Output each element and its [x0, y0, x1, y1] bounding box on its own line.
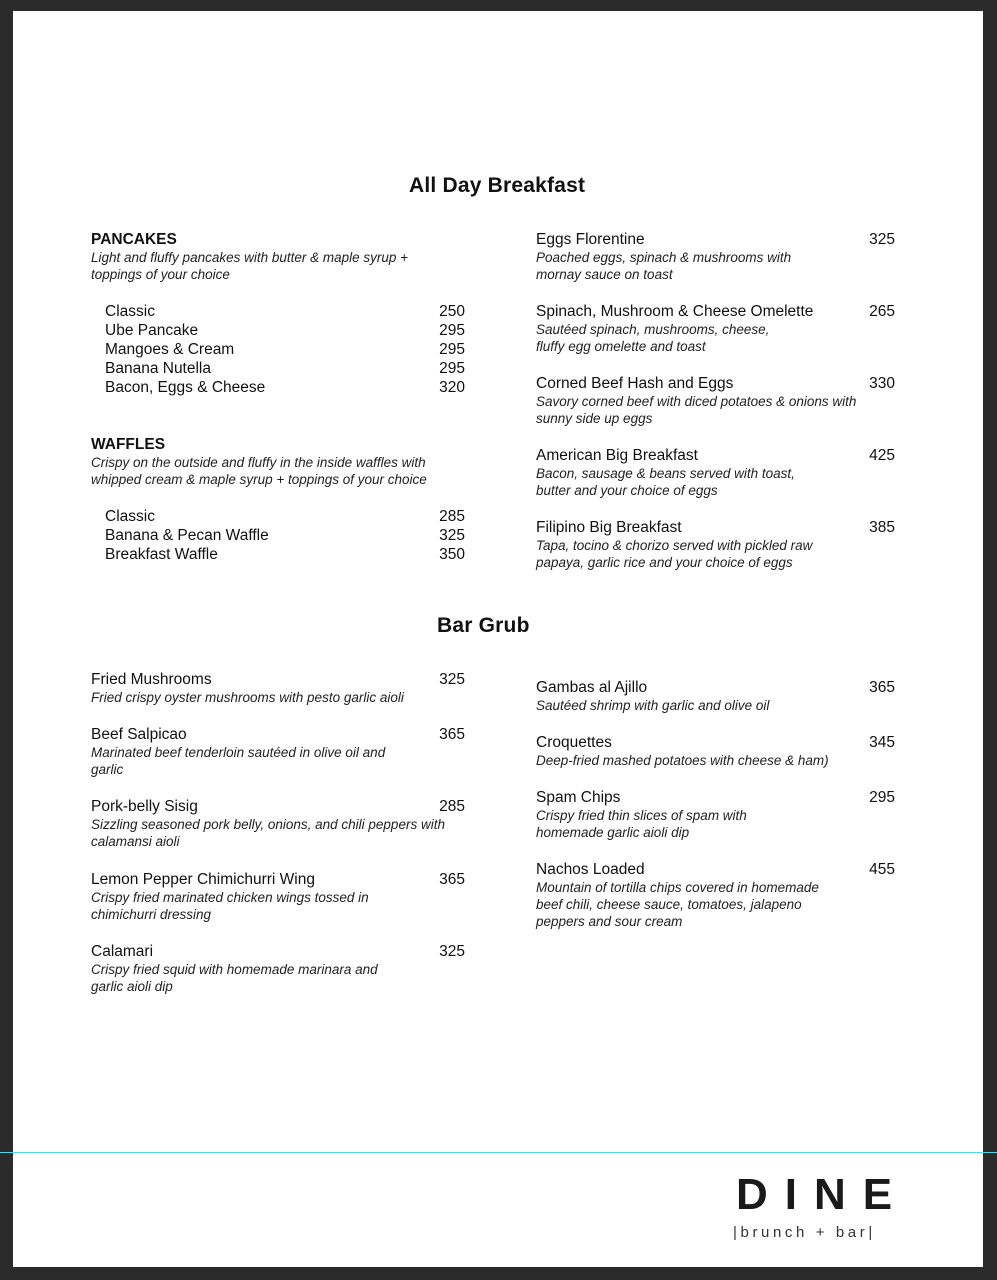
pancake-item-price: 295 — [439, 322, 465, 339]
menu-item-price: 425 — [869, 447, 895, 464]
menu-item-description: Crispy fried squid with homemade marinara and garlic aioli dip — [91, 962, 378, 994]
waffles-description: Crispy on the outside and fluffy in the inside waffles with whipped cream & maple syrup + toppings of your choice — [91, 455, 427, 487]
pancake-item-price: 320 — [439, 379, 465, 396]
pancakes-heading: PANCAKES — [91, 231, 177, 248]
menu-item-name: Beef Salpicao — [91, 726, 187, 743]
menu-item-name: Calamari — [91, 943, 154, 960]
menu-item-name: Croquettes — [536, 734, 612, 751]
menu-item-name: Pork-belly Sisig — [91, 798, 198, 815]
menu-item-description: Crispy fried thin slices of spam with homemade garlic aioli dip — [536, 808, 747, 840]
pancakes-description: Light and fluffy pancakes with butter & maple syrup + toppings of your choice — [91, 250, 409, 282]
guide-line — [0, 1152, 997, 1153]
menu-item-price: 365 — [869, 679, 895, 696]
menu-item-price: 325 — [439, 943, 465, 960]
pancake-item-price: 295 — [439, 360, 465, 377]
menu-item-price: 365 — [439, 726, 465, 743]
menu-item-description: Sautéed shrimp with garlic and olive oil — [536, 698, 770, 713]
menu-item-price: 325 — [869, 231, 895, 248]
menu-item-name: Filipino Big Breakfast — [536, 519, 682, 536]
menu-item-price: 325 — [439, 671, 465, 688]
menu-item-description: Mountain of tortilla chips covered in homemade beef chili, cheese sauce, tomatoes, jalapeno peppers and sour cream — [536, 880, 819, 929]
menu-item-description: Deep-fried mashed potatoes with cheese & ham) — [536, 753, 829, 768]
menu-item-description: Crispy fried marinated chicken wings tossed in chimichurri dressing — [91, 890, 369, 922]
menu-item-name: Nachos Loaded — [536, 861, 645, 878]
menu-item-description: Fried crispy oyster mushrooms with pesto garlic aioli — [91, 690, 404, 705]
pancake-item-name: Mangoes & Cream — [105, 341, 235, 358]
waffle-item-name: Breakfast Waffle — [105, 546, 218, 563]
menu-page — [13, 11, 983, 1267]
pancake-item-price: 250 — [439, 303, 465, 320]
menu-item-description: Tapa, tocino & chorizo served with pickled raw papaya, garlic rice and your choice of eggs — [536, 538, 813, 570]
menu-item-description: Savory corned beef with diced potatoes & onions with sunny side up eggs — [536, 394, 857, 426]
menu-item-price: 285 — [439, 798, 465, 815]
menu-item-name: Fried Mushrooms — [91, 671, 212, 688]
menu-item-price: 330 — [869, 375, 895, 392]
menu-item-name: Gambas al Ajillo — [536, 679, 648, 696]
pancake-item-name: Banana Nutella — [105, 360, 211, 377]
menu-item-name: Eggs Florentine — [536, 231, 645, 248]
waffle-item-name: Banana & Pecan Waffle — [105, 527, 269, 544]
menu-item-name: Corned Beef Hash and Eggs — [536, 375, 734, 392]
menu-item-name: Spam Chips — [536, 789, 621, 806]
menu-item-price: 295 — [869, 789, 895, 806]
breakfast-title: All Day Breakfast — [409, 174, 586, 197]
menu-item-name: Spinach, Mushroom & Cheese Omelette — [536, 303, 814, 320]
menu-item-description: Sautéed spinach, mushrooms, cheese, fluffy egg omelette and toast — [536, 322, 770, 354]
menu-item-description: Poached eggs, spinach & mushrooms with mornay sauce on toast — [536, 250, 792, 282]
menu-item-description: Marinated beef tenderloin sautéed in olive oil and garlic — [91, 745, 386, 777]
menu-item-name: Lemon Pepper Chimichurri Wing — [91, 871, 315, 888]
menu-item-price: 385 — [869, 519, 895, 536]
menu-item-description: Bacon, sausage & beans served with toast, butter and your choice of eggs — [536, 466, 795, 498]
menu-item-name: American Big Breakfast — [536, 447, 698, 464]
waffle-item-price: 350 — [439, 546, 465, 563]
bargrub-title: Bar Grub — [437, 614, 530, 637]
pancake-item-name: Bacon, Eggs & Cheese — [105, 379, 266, 396]
menu-item-price: 345 — [869, 734, 895, 751]
menu-item-price: 455 — [869, 861, 895, 878]
logo-tagline: |brunch + bar| — [733, 1224, 876, 1241]
waffle-item-name: Classic — [105, 508, 155, 525]
menu-item-price: 265 — [869, 303, 895, 320]
pancake-item-name: Classic — [105, 303, 155, 320]
menu-item-description: Sizzling seasoned pork belly, onions, and chili peppers with calamansi aioli — [91, 817, 445, 849]
pancake-item-price: 295 — [439, 341, 465, 358]
pancake-item-name: Ube Pancake — [105, 322, 199, 339]
waffles-heading: WAFFLES — [91, 436, 166, 453]
waffle-item-price: 325 — [439, 527, 465, 544]
waffle-item-price: 285 — [439, 508, 465, 525]
menu-item-price: 365 — [439, 871, 465, 888]
logo-wordmark: DINE — [736, 1170, 910, 1219]
